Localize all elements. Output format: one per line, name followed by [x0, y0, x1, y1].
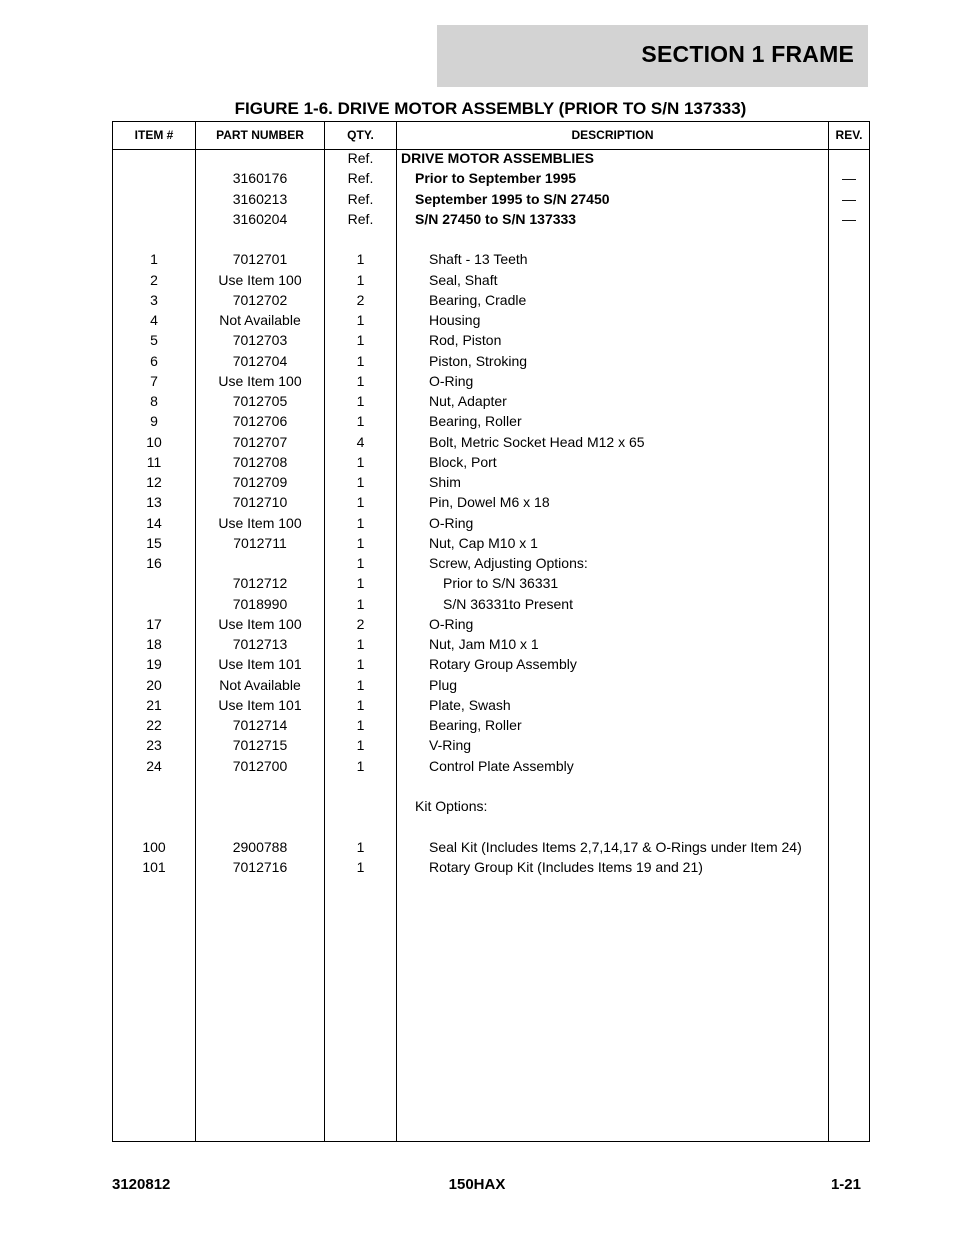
- cell-description: S/N 36331to Present: [443, 595, 573, 612]
- cell-quantity: 1: [356, 372, 365, 389]
- cell-quantity: 1: [356, 494, 365, 511]
- cell-revision: [829, 614, 869, 634]
- cell-part-number: Not Available: [219, 312, 301, 328]
- cell-quantity: 1: [356, 757, 365, 774]
- cell-quantity: 1: [356, 858, 365, 875]
- cell-revision: [829, 249, 869, 269]
- cell-item-number: 13: [146, 494, 162, 511]
- table-row: [113, 654, 869, 674]
- cell-description: Rotary Group Kit (Includes Items 19 and 21): [429, 858, 703, 875]
- cell-part-number: 7012711: [233, 534, 287, 551]
- cell-part-number: 7012701: [232, 251, 288, 268]
- footer-page-number: 1-21: [830, 1176, 861, 1193]
- cell-quantity: 1: [356, 555, 365, 571]
- cell-description: Kit Options:: [415, 798, 488, 814]
- cell-description: Control Plate Assembly: [429, 757, 574, 774]
- cell-description: Bearing, Roller: [429, 413, 522, 430]
- cell-part-number: Use Item 100: [218, 271, 302, 288]
- cell-description: September 1995 to S/N 27450: [415, 190, 610, 207]
- cell-description: Shaft - 13 Teeth: [429, 251, 528, 268]
- cell-item-number: [113, 168, 195, 188]
- table-row: [113, 189, 869, 209]
- cell-item-number: [113, 816, 195, 836]
- cell-item-number: 2: [150, 271, 158, 288]
- cell-item-number: 6: [150, 352, 158, 369]
- cell-quantity: 1: [356, 352, 365, 369]
- cell-description: Plate, Swash: [429, 696, 511, 713]
- cell-quantity: 1: [356, 474, 365, 490]
- cell-part-number: 7012710: [232, 494, 288, 511]
- cell-item-number: 12: [146, 474, 162, 490]
- cell-item-number: [113, 209, 195, 229]
- cell-revision: [829, 695, 869, 715]
- table-row: [113, 229, 869, 249]
- cell-quantity: Ref.: [347, 150, 374, 166]
- cell-revision: [829, 290, 869, 310]
- cell-quantity: 1: [356, 393, 365, 409]
- table-row: [113, 249, 869, 269]
- cell-description: Bolt, Metric Socket Head M12 x 65: [429, 433, 645, 450]
- cell-part-number: 3160213: [232, 190, 288, 207]
- cell-description: Piston, Stroking: [429, 352, 528, 369]
- table-row: [113, 310, 869, 330]
- cell-revision: [829, 492, 869, 512]
- table-row: [113, 634, 869, 654]
- table-row: [113, 391, 869, 411]
- cell-part-number: Use Item 100: [218, 514, 302, 531]
- cell-part-number: [196, 553, 324, 573]
- cell-description: Seal, Shaft: [429, 271, 498, 288]
- cell-part-number: [196, 148, 324, 168]
- cell-item-number: 5: [150, 332, 158, 349]
- table-row: [113, 351, 869, 371]
- cell-description: Seal Kit (Includes Items 2,7,14,17 & O-Rings under Item 24): [429, 838, 802, 855]
- figure-title: FIGURE 1-6. DRIVE MOTOR ASSEMBLY (PRIOR TO S/N 137333): [234, 99, 747, 118]
- cell-part-number: 7018990: [232, 595, 288, 612]
- cell-revision: [829, 472, 869, 492]
- cell-description: Block, Port: [429, 453, 497, 470]
- cell-description: Screw, Adjusting Options:: [429, 555, 588, 571]
- cell-description: Prior to September 1995: [415, 170, 577, 187]
- section-title: SECTION 1 FRAME: [641, 41, 854, 67]
- cell-revision: [829, 735, 869, 755]
- cell-revision: [829, 654, 869, 674]
- cell-item-number: 8: [150, 393, 158, 409]
- cell-quantity: 1: [356, 656, 365, 673]
- cell-revision: [829, 553, 869, 573]
- cell-description: Nut, Adapter: [429, 393, 507, 409]
- cell-part-number: 2900788: [232, 838, 288, 855]
- cell-quantity: [325, 796, 396, 816]
- table-row: [113, 492, 869, 512]
- cell-item-number: [113, 594, 195, 614]
- cell-item-number: 21: [146, 696, 162, 713]
- cell-item-number: 20: [146, 676, 162, 693]
- cell-quantity: 2: [356, 291, 365, 308]
- cell-quantity: [325, 816, 396, 836]
- cell-description: O-Ring: [429, 514, 474, 531]
- table-row: [113, 290, 869, 310]
- cell-item-number: [113, 229, 195, 249]
- table-row: [113, 695, 869, 715]
- cell-quantity: Ref.: [347, 190, 374, 207]
- cell-item-number: 4: [150, 312, 158, 328]
- cell-item-number: 101: [142, 858, 166, 875]
- table-row: [113, 472, 869, 492]
- cell-quantity: 1: [356, 534, 365, 551]
- header-qty: QTY.: [347, 128, 374, 142]
- footer-model: 150HAX: [448, 1176, 506, 1193]
- cell-item-number: 15: [146, 534, 162, 551]
- table-row: [113, 614, 869, 634]
- table-row: [113, 553, 869, 573]
- cell-part-number: 7012706: [232, 413, 288, 430]
- cell-quantity: 1: [356, 575, 365, 592]
- cell-revision: [829, 432, 869, 452]
- cell-revision: [829, 391, 869, 411]
- cell-description: [397, 776, 831, 796]
- cell-description: O-Ring: [429, 372, 474, 389]
- cell-description: O-Ring: [429, 615, 474, 632]
- cell-item-number: [113, 573, 195, 593]
- table-row: [113, 513, 869, 533]
- cell-quantity: 1: [356, 332, 365, 349]
- cell-item-number: 22: [146, 717, 162, 733]
- cell-quantity: 1: [356, 271, 365, 288]
- cell-part-number: 3160204: [232, 210, 288, 227]
- cell-item-number: 23: [146, 737, 162, 754]
- table-row: [113, 756, 869, 776]
- cell-item-number: 7: [150, 372, 158, 389]
- cell-item-number: 24: [146, 757, 162, 774]
- cell-revision: [829, 533, 869, 553]
- table-row: [113, 796, 869, 816]
- table-row: [113, 148, 869, 168]
- cell-quantity: 1: [356, 717, 365, 733]
- cell-revision: [829, 573, 869, 593]
- cell-part-number: Use Item 100: [218, 372, 302, 389]
- cell-quantity: [325, 229, 396, 249]
- cell-quantity: 1: [356, 413, 365, 430]
- cell-item-number: [113, 148, 195, 168]
- cell-part-number: 3160176: [232, 170, 288, 187]
- cell-description: Bearing, Cradle: [429, 291, 527, 308]
- cell-description: [397, 816, 831, 836]
- cell-quantity: 4: [356, 433, 365, 450]
- cell-item-number: 14: [146, 514, 162, 531]
- table-row: [113, 270, 869, 290]
- cell-revision: —: [842, 190, 856, 207]
- cell-quantity: 1: [356, 453, 365, 470]
- table-row: [113, 735, 869, 755]
- cell-quantity: 2: [356, 615, 365, 632]
- cell-part-number: Use Item 101: [218, 656, 302, 673]
- cell-part-number: 7012713: [232, 636, 288, 652]
- header-description: DESCRIPTION: [571, 128, 654, 142]
- table-row: [113, 209, 869, 229]
- cell-revision: [829, 270, 869, 290]
- table-row: [113, 573, 869, 593]
- cell-revision: [829, 715, 869, 735]
- cell-revision: [829, 411, 869, 431]
- cell-item-number: 19: [146, 656, 162, 673]
- cell-description: Shim: [429, 474, 461, 490]
- cell-quantity: 1: [356, 636, 365, 652]
- table-row: [113, 452, 869, 472]
- cell-part-number: 7012714: [232, 717, 288, 733]
- cell-part-number: 7012712: [232, 575, 288, 592]
- header-item: ITEM #: [134, 128, 174, 142]
- cell-item-number: 18: [146, 636, 162, 652]
- cell-description: Pin, Dowel M6 x 18: [429, 494, 550, 511]
- cell-item-number: 10: [146, 433, 162, 450]
- cell-description: S/N 27450 to S/N 137333: [415, 210, 577, 227]
- cell-item-number: 16: [146, 555, 162, 571]
- cell-quantity: Ref.: [347, 170, 374, 187]
- cell-quantity: 1: [356, 737, 365, 754]
- cell-revision: [829, 452, 869, 472]
- cell-item-number: [113, 776, 195, 796]
- cell-revision: [829, 756, 869, 776]
- cell-revision: [829, 351, 869, 371]
- cell-item-number: 17: [146, 615, 162, 632]
- cell-revision: [829, 310, 869, 330]
- cell-part-number: 7012716: [232, 858, 288, 875]
- cell-revision: [829, 857, 869, 877]
- cell-revision: [829, 229, 869, 249]
- table-row: [113, 837, 869, 857]
- cell-description: Prior to S/N 36331: [443, 575, 559, 592]
- cell-description: Rotary Group Assembly: [429, 656, 577, 673]
- cell-quantity: 1: [356, 838, 365, 855]
- table-row: [113, 675, 869, 695]
- cell-part-number: [196, 776, 324, 796]
- cell-item-number: [113, 189, 195, 209]
- cell-quantity: 1: [356, 312, 365, 328]
- cell-part-number: 7012704: [232, 352, 288, 369]
- table-row: [113, 857, 869, 877]
- parts-table: [112, 121, 870, 1142]
- table-row: [113, 168, 869, 188]
- table-row: [113, 371, 869, 391]
- cell-revision: [829, 816, 869, 836]
- cell-quantity: 1: [356, 251, 365, 268]
- cell-revision: [829, 330, 869, 350]
- cell-quantity: 1: [356, 595, 365, 612]
- cell-revision: —: [842, 170, 856, 187]
- footer-doc-number: 3120812: [112, 1176, 171, 1193]
- cell-part-number: 7012702: [232, 291, 288, 308]
- cell-revision: [829, 634, 869, 654]
- cell-quantity: 1: [356, 676, 365, 693]
- cell-part-number: [196, 796, 324, 816]
- cell-description: Plug: [429, 676, 458, 693]
- cell-revision: [829, 675, 869, 695]
- cell-description: DRIVE MOTOR ASSEMBLIES: [401, 150, 594, 166]
- cell-revision: [829, 796, 869, 816]
- cell-quantity: [325, 776, 396, 796]
- cell-part-number: 7012700: [232, 757, 288, 774]
- cell-description: Housing: [429, 312, 481, 328]
- cell-item-number: 11: [146, 453, 162, 470]
- cell-part-number: 7012708: [232, 453, 288, 470]
- cell-item-number: 100: [142, 838, 166, 855]
- header-rev: REV.: [835, 128, 863, 142]
- table-row: [113, 432, 869, 452]
- cell-revision: [829, 594, 869, 614]
- cell-description: Nut, Jam M10 x 1: [429, 636, 539, 652]
- cell-part-number: Not Available: [219, 676, 301, 693]
- cell-item-number: 3: [150, 291, 158, 308]
- cell-part-number: 7012709: [232, 474, 288, 490]
- cell-part-number: 7012715: [232, 737, 288, 754]
- header-part-number: PART NUMBER: [216, 128, 304, 142]
- cell-description: V-Ring: [429, 737, 472, 754]
- table-row: [113, 594, 869, 614]
- cell-part-number: 7012707: [232, 433, 288, 450]
- table-row: [113, 776, 869, 796]
- cell-description: [397, 229, 831, 249]
- cell-quantity: 1: [356, 696, 365, 713]
- cell-revision: [829, 371, 869, 391]
- cell-item-number: [113, 796, 195, 816]
- cell-part-number: [196, 229, 324, 249]
- cell-quantity: Ref.: [347, 210, 374, 227]
- cell-part-number: 7012705: [232, 393, 288, 409]
- cell-revision: [829, 837, 869, 857]
- cell-revision: [829, 148, 869, 168]
- cell-revision: [829, 776, 869, 796]
- cell-part-number: [196, 816, 324, 836]
- table-row: [113, 411, 869, 431]
- cell-description: Rod, Piston: [429, 332, 502, 349]
- cell-revision: [829, 513, 869, 533]
- cell-part-number: 7012703: [232, 332, 288, 349]
- table-row: [113, 533, 869, 553]
- table-row: [113, 816, 869, 836]
- section-banner: [437, 25, 868, 87]
- cell-description: Bearing, Roller: [429, 717, 522, 733]
- cell-item-number: 9: [150, 413, 158, 430]
- cell-item-number: 1: [150, 251, 158, 268]
- cell-description: Nut, Cap M10 x 1: [429, 534, 538, 551]
- cell-revision: —: [842, 210, 856, 227]
- cell-part-number: Use Item 100: [218, 615, 302, 632]
- table-row: [113, 330, 869, 350]
- cell-quantity: 1: [356, 514, 365, 531]
- cell-part-number: Use Item 101: [218, 696, 302, 713]
- table-row: [113, 715, 869, 735]
